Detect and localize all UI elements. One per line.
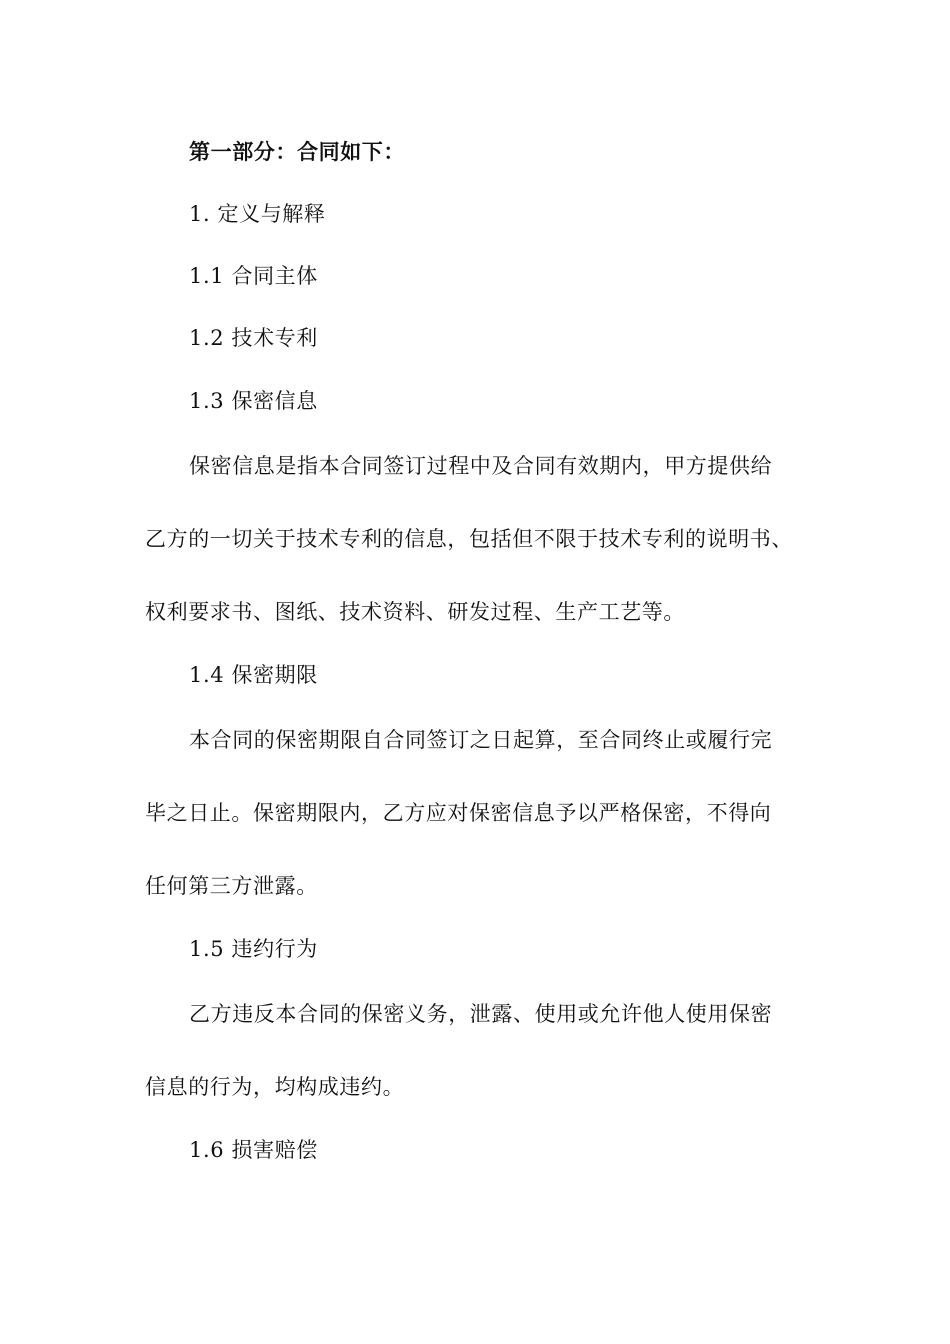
section-1-3-heading: 1.3 保密信息 [189, 389, 318, 413]
part-heading: 第一部分：合同如下： [189, 139, 405, 164]
section-1-4-paragraph-line-2: 毕之日止。保密期限内，乙方应对保密信息予以严格保密，不得向 [145, 801, 772, 825]
section-1-3-paragraph-line-3: 权利要求书、图纸、技术资料、研发过程、生产工艺等。 [145, 600, 685, 624]
section-1-5-paragraph-line-1: 乙方违反本合同的保密义务，泄露、使用或允许他人使用保密 [189, 1002, 773, 1026]
section-1-4-paragraph-line-3: 任何第三方泄露。 [145, 874, 318, 898]
section-1-6-heading: 1.6 损害赔偿 [189, 1138, 318, 1162]
section-1-3-paragraph-line-1: 保密信息是指本合同签订过程中及合同有效期内，甲方提供给 [189, 454, 773, 478]
section-1-4-heading: 1.4 保密期限 [189, 663, 318, 687]
section-1-1-heading: 1.1 合同主体 [189, 264, 318, 288]
section-1-5-heading: 1.5 违约行为 [189, 937, 318, 961]
section-1-4-paragraph-line-1: 本合同的保密期限自合同签订之日起算，至合同终止或履行完 [189, 728, 773, 752]
section-1-3-paragraph-line-2: 乙方的一切关于技术专利的信息，包括但不限于技术专利的说明书、 [145, 527, 793, 551]
section-1-5-paragraph-line-2: 信息的行为，均构成违约。 [145, 1075, 405, 1099]
section-1-2-heading: 1.2 技术专利 [189, 326, 318, 350]
section-1-heading: 1. 定义与解释 [189, 202, 326, 226]
